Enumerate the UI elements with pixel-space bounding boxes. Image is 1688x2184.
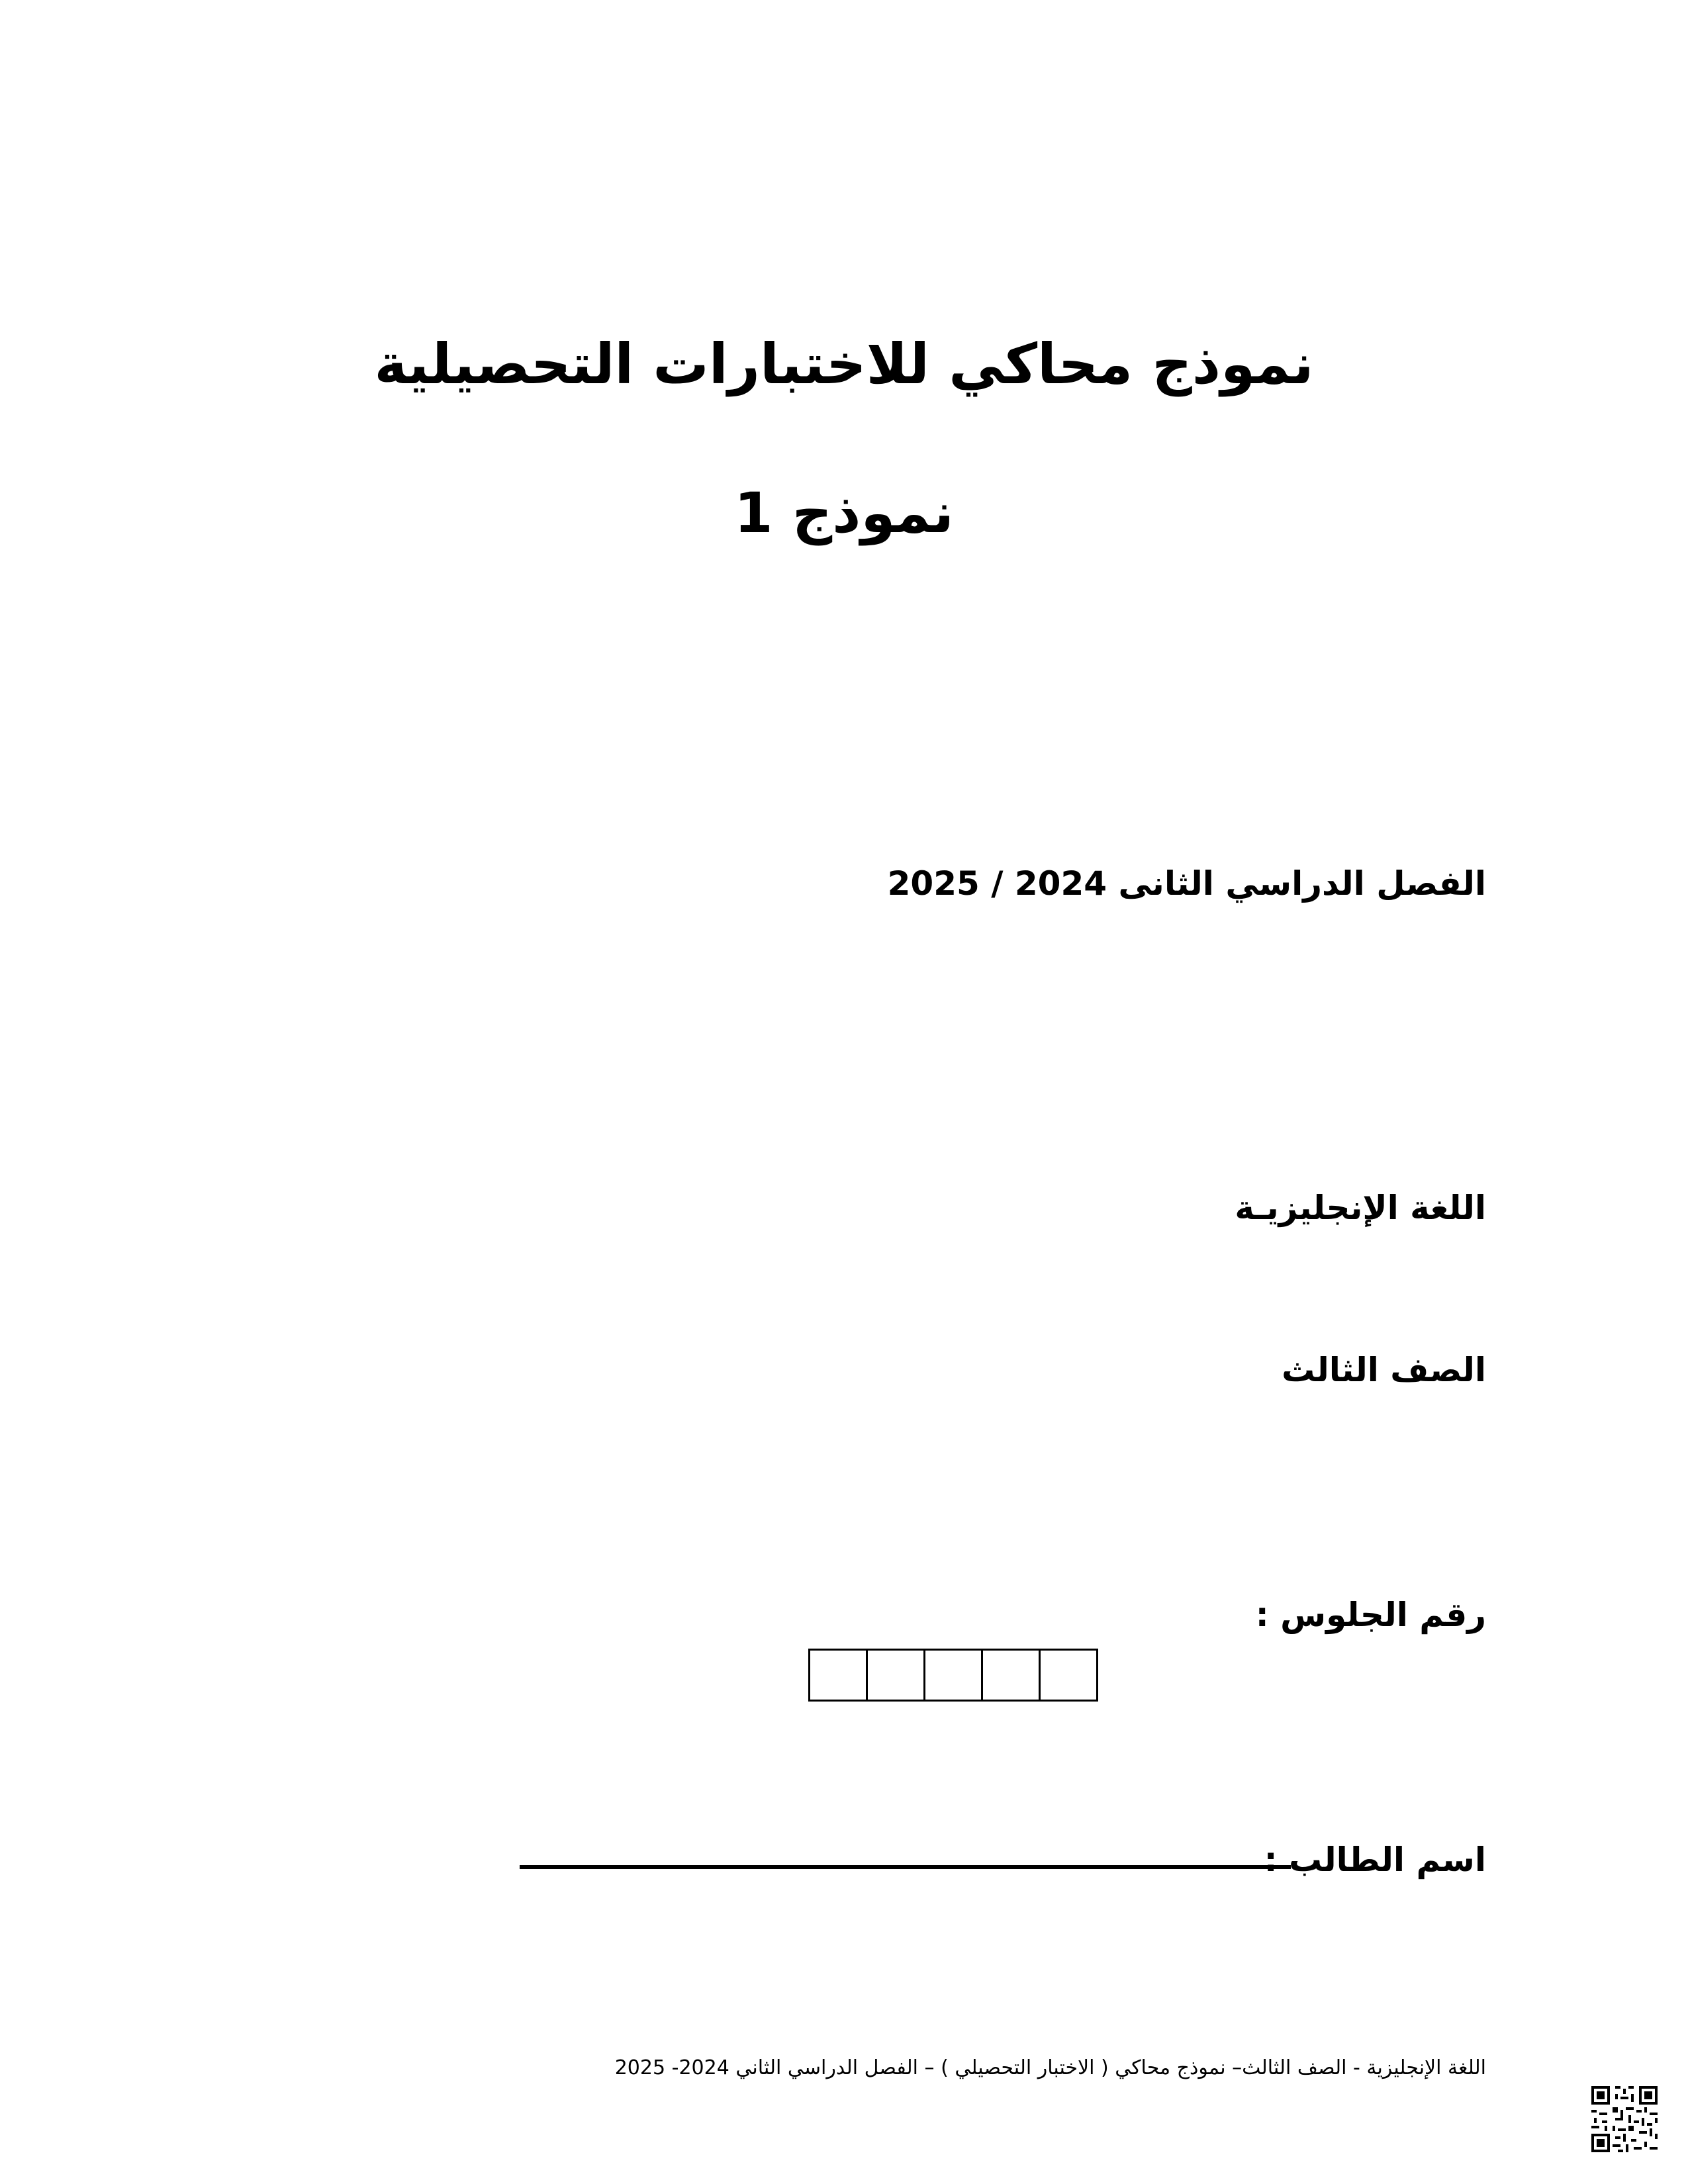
seat-digit-box[interactable] [808, 1649, 868, 1702]
semester-label: الفصل الدراسي الثانى 2024 / 2025 [887, 864, 1486, 903]
qr-code-icon [1589, 2083, 1660, 2155]
seat-digit-box[interactable] [1039, 1649, 1098, 1702]
grade-label: الصف الثالث [1282, 1351, 1486, 1389]
student-name-label: اسم الطالب : [1264, 1841, 1486, 1879]
subject-label: اللغة الإنجليزيـة [1235, 1189, 1486, 1227]
student-name-line[interactable] [520, 1865, 1291, 1869]
page-title: نموذج محاكي للاختبارات التحصيلية [374, 332, 1314, 396]
seat-number-boxes [808, 1649, 1098, 1702]
page-subtitle: نموذج 1 [734, 480, 954, 545]
seat-number-label: رقم الجلوس : [1255, 1596, 1486, 1634]
footer-text: اللغة الإنجليزية - الصف الثالث– نموذج محاكي ( الاختبار التحصيلي ) – الفصل الدراسي الثاني 2024- 2025 [614, 2056, 1486, 2079]
seat-digit-box[interactable] [923, 1649, 983, 1702]
seat-digit-box[interactable] [866, 1649, 925, 1702]
seat-digit-box[interactable] [981, 1649, 1041, 1702]
